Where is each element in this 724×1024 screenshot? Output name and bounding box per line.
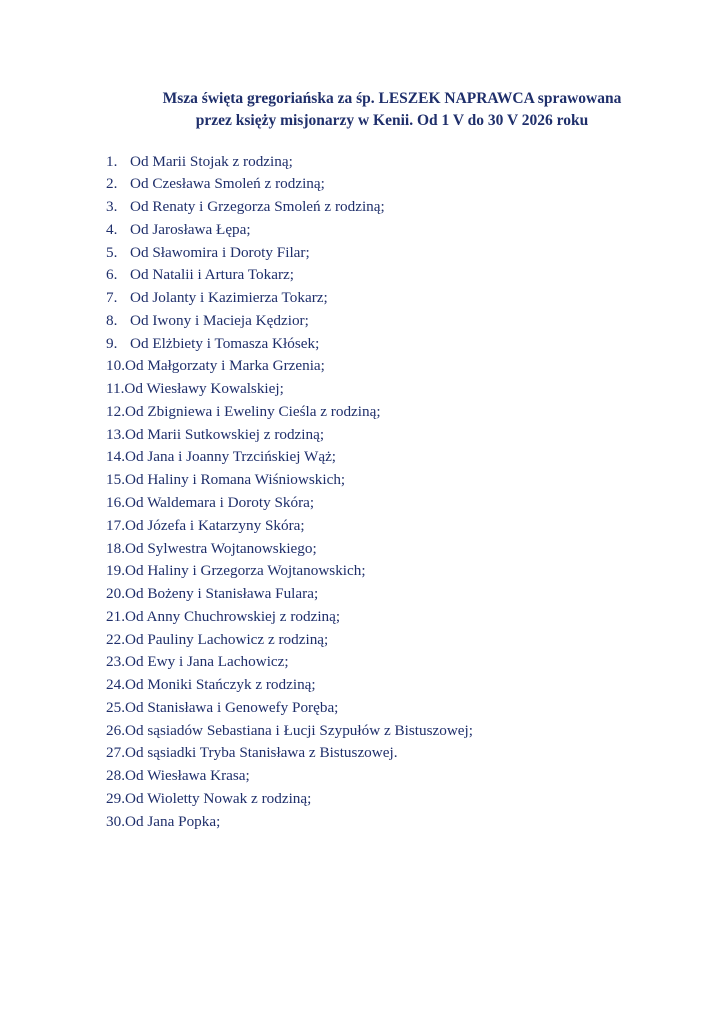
list-item-number: 25. — [106, 698, 125, 716]
list-item-number: 20. — [106, 585, 125, 603]
list-item — [106, 424, 473, 447]
list-item — [106, 492, 473, 515]
list-item-number: 19. — [106, 562, 125, 580]
list-item-text: Od sąsiadki Tryba Stanisława z Bistuszowej. — [124, 744, 398, 762]
list-item — [106, 151, 473, 174]
donor-list — [106, 151, 473, 834]
list-item-number: 1. — [106, 152, 118, 170]
list-item — [106, 560, 473, 583]
list-item — [106, 264, 473, 287]
list-item-text: Od Iwony i Macieja Kędzior; — [130, 311, 309, 329]
list-item-text: Od Elżbiety i Tomasza Kłósek; — [130, 334, 320, 352]
list-item — [106, 515, 473, 538]
list-item — [106, 629, 473, 652]
list-item-text: Od Bożeny i Stanisława Fulara; — [124, 585, 319, 603]
list-item — [106, 697, 473, 720]
list-item-text: Od Haliny i Grzegorza Wojtanowskich; — [124, 562, 366, 580]
list-item-text: Od Natalii i Artura Tokarz; — [130, 266, 294, 284]
list-item — [106, 765, 473, 788]
list-item-text: Od Jarosława Łępa; — [130, 220, 251, 238]
list-item-text: Od Czesława Smoleń z rodziną; — [130, 175, 325, 193]
list-item-number: 12. — [106, 402, 125, 420]
list-item-number: 2. — [106, 175, 118, 193]
list-item-text: Od Marii Sutkowskiej z rodziną; — [124, 425, 325, 443]
list-item — [106, 469, 473, 492]
list-item-text: Od Małgorzaty i Marka Grzenia; — [124, 357, 325, 375]
list-item — [106, 378, 473, 401]
list-item-text: Od Wiesława Krasa; — [124, 767, 250, 785]
document-title — [100, 88, 684, 132]
list-item — [106, 811, 473, 834]
list-item-number: 11. — [106, 380, 125, 398]
list-item-number: 15. — [106, 471, 125, 489]
list-item-text: Od Pauliny Lachowicz z rodziną; — [124, 630, 329, 648]
list-item-number: 4. — [106, 220, 118, 238]
list-item — [106, 219, 473, 242]
list-item — [106, 287, 473, 310]
list-item-text: Od Anny Chuchrowskiej z rodziną; — [124, 607, 341, 625]
list-item-number: 23. — [106, 653, 125, 671]
list-item — [106, 242, 473, 265]
list-item — [106, 742, 473, 765]
list-item-number: 21. — [106, 607, 125, 625]
list-item — [106, 196, 473, 219]
list-item-number: 8. — [106, 311, 118, 329]
list-item-text: Od Ewy i Jana Lachowicz; — [124, 653, 289, 671]
list-item-text: Od Marii Stojak z rodziną; — [130, 152, 293, 170]
list-item-number: 7. — [106, 289, 118, 307]
list-item-text: Od Wioletty Nowak z rodziną; — [124, 789, 312, 807]
list-item-text: Od Waldemara i Doroty Skóra; — [124, 493, 315, 511]
list-item-number: 22. — [106, 630, 125, 648]
list-item — [106, 538, 473, 561]
list-item-number: 18. — [106, 539, 125, 557]
list-item — [106, 606, 473, 629]
list-item-number: 29. — [106, 789, 125, 807]
list-item-text: Od Jolanty i Kazimierza Tokarz; — [130, 289, 328, 307]
list-item-number: 24. — [106, 676, 125, 694]
list-item-text: Od Stanisława i Genowefy Poręba; — [124, 698, 339, 716]
title-line-2: przez księży misjonarzy w Kenii. Od 1 V do 30 V 2026 roku — [195, 112, 589, 129]
list-item-number: 5. — [106, 243, 118, 261]
list-item-text: Od Jana Popka; — [124, 812, 221, 830]
list-item — [106, 355, 473, 378]
list-item — [106, 401, 473, 424]
list-item-text: Od Jana i Joanny Trzcińskiej Wąż; — [124, 448, 337, 466]
list-item — [106, 651, 473, 674]
list-item-number: 17. — [106, 516, 125, 534]
list-item-number: 3. — [106, 198, 118, 216]
list-item-number: 13. — [106, 425, 125, 443]
list-item-number: 28. — [106, 767, 125, 785]
list-item-number: 9. — [106, 334, 118, 352]
list-item-number: 6. — [106, 266, 118, 284]
list-item — [106, 720, 473, 743]
list-item-number: 16. — [106, 493, 125, 511]
list-item — [106, 583, 473, 606]
list-item — [106, 333, 473, 356]
list-item-text: Od Wiesławy Kowalskiej; — [124, 380, 284, 398]
list-item-number: 30. — [106, 812, 125, 830]
list-item — [106, 310, 473, 333]
list-item-text: Od Sławomira i Doroty Filar; — [130, 243, 310, 261]
list-item-number: 27. — [106, 744, 125, 762]
list-item-text: Od sąsiadów Sebastiana i Łucji Szypułów z Bistuszowej; — [124, 721, 473, 739]
list-item-text: Od Sylwestra Wojtanowskiego; — [124, 539, 317, 557]
list-item — [106, 173, 473, 196]
list-item — [106, 674, 473, 697]
list-item-text: Od Haliny i Romana Wiśniowskich; — [124, 471, 346, 489]
title-line-1: Msza święta gregoriańska za śp. LESZEK NAPRAWCA sprawowana — [162, 90, 622, 107]
list-item-number: 14. — [106, 448, 125, 466]
list-item-number: 10. — [106, 357, 125, 375]
list-item-number: 26. — [106, 721, 125, 739]
list-item-text: Od Józefa i Katarzyny Skóra; — [124, 516, 305, 534]
list-item — [106, 446, 473, 469]
list-item — [106, 788, 473, 811]
list-item-text: Od Zbigniewa i Eweliny Cieśla z rodziną; — [124, 402, 381, 420]
list-item-text: Od Moniki Stańczyk z rodziną; — [124, 676, 316, 694]
list-item-text: Od Renaty i Grzegorza Smoleń z rodziną; — [130, 198, 385, 216]
